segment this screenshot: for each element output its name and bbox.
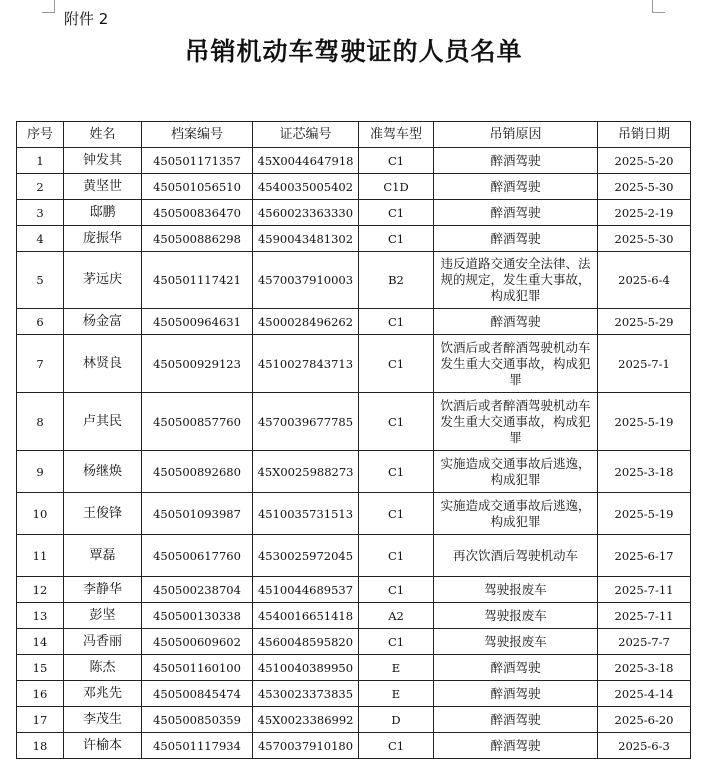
table-row <box>17 148 691 174</box>
person-name: 邸鹏 <box>64 200 142 226</box>
license-class: C1 <box>359 733 434 759</box>
table-row <box>17 335 691 393</box>
person-name: 杨金富 <box>64 309 142 335</box>
row-number: 13 <box>17 603 64 629</box>
column-header: 档案编号 <box>142 122 253 148</box>
table-row <box>17 226 691 252</box>
table-row <box>17 174 691 200</box>
chip-number: 4510044689537 <box>253 577 359 603</box>
row-number: 1 <box>17 148 64 174</box>
table-row <box>17 629 691 655</box>
table-row <box>17 252 691 309</box>
revocation-reason: 醉酒驾驶 <box>434 148 598 174</box>
chip-number: 4590043481302 <box>253 226 359 252</box>
revocation-reason: 再次饮酒后驾驶机动车 <box>434 535 598 577</box>
attachment-label: 附件 2 <box>64 10 109 28</box>
table-row <box>17 535 691 577</box>
row-number: 8 <box>17 393 64 451</box>
license-class: C1 <box>359 451 434 493</box>
column-header: 吊销原因 <box>434 122 598 148</box>
table-row <box>17 603 691 629</box>
chip-number: 4510040389950 <box>253 655 359 681</box>
table-row <box>17 577 691 603</box>
file-number: 450500929123 <box>142 335 253 393</box>
revocation-date: 2025-6-20 <box>598 707 691 733</box>
revocation-date: 2025-5-29 <box>598 309 691 335</box>
chip-number: 4510027843713 <box>253 335 359 393</box>
revocation-date: 2025-6-4 <box>598 252 691 309</box>
table-row <box>17 393 691 451</box>
license-class: A2 <box>359 603 434 629</box>
chip-number: 4530025972045 <box>253 535 359 577</box>
revocation-reason: 醉酒驾驶 <box>434 200 598 226</box>
revocation-reason: 醉酒驾驶 <box>434 174 598 200</box>
file-number: 450500609602 <box>142 629 253 655</box>
file-number: 450500850359 <box>142 707 253 733</box>
row-number: 14 <box>17 629 64 655</box>
row-number: 5 <box>17 252 64 309</box>
person-name: 冯香丽 <box>64 629 142 655</box>
revocation-reason: 醉酒驾驶 <box>434 733 598 759</box>
revocation-date: 2025-5-19 <box>598 393 691 451</box>
chip-number: 4530023373835 <box>253 681 359 707</box>
revocation-reason: 驾驶报废车 <box>434 629 598 655</box>
license-class: B2 <box>359 252 434 309</box>
chip-number: 4560048595820 <box>253 629 359 655</box>
revocation-date: 2025-7-1 <box>598 335 691 393</box>
row-number: 12 <box>17 577 64 603</box>
file-number: 450500238704 <box>142 577 253 603</box>
person-name: 王俊锋 <box>64 493 142 535</box>
revocation-reason: 饮酒后或者醉酒驾驶机动车发生重大交通事故，构成犯罪 <box>434 393 598 451</box>
row-number: 2 <box>17 174 64 200</box>
license-class: E <box>359 681 434 707</box>
person-name: 卢其民 <box>64 393 142 451</box>
license-class: C1 <box>359 200 434 226</box>
row-number: 11 <box>17 535 64 577</box>
chip-number: 45X0025988273 <box>253 451 359 493</box>
license-class: E <box>359 655 434 681</box>
revocation-date: 2025-7-11 <box>598 577 691 603</box>
license-class: C1 <box>359 493 434 535</box>
file-number: 450500845474 <box>142 681 253 707</box>
person-name: 覃磊 <box>64 535 142 577</box>
person-name: 陈杰 <box>64 655 142 681</box>
license-class: D <box>359 707 434 733</box>
table-row <box>17 655 691 681</box>
row-number: 10 <box>17 493 64 535</box>
revocation-reason: 醉酒驾驶 <box>434 226 598 252</box>
revocation-reason: 驾驶报废车 <box>434 603 598 629</box>
row-number: 3 <box>17 200 64 226</box>
chip-number: 4500028496262 <box>253 309 359 335</box>
chip-number: 45X0023386992 <box>253 707 359 733</box>
table-header-row <box>17 122 691 148</box>
file-number: 450501093987 <box>142 493 253 535</box>
chip-number: 4540016651418 <box>253 603 359 629</box>
person-name: 杨继焕 <box>64 451 142 493</box>
chip-number: 4570037910180 <box>253 733 359 759</box>
revocation-date: 2025-5-20 <box>598 148 691 174</box>
license-class: C1 <box>359 577 434 603</box>
person-name: 邓兆先 <box>64 681 142 707</box>
chip-number: 45X0044647918 <box>253 148 359 174</box>
column-header: 证芯编号 <box>253 122 359 148</box>
person-name: 李茂生 <box>64 707 142 733</box>
license-class: C1 <box>359 535 434 577</box>
file-number: 450500886298 <box>142 226 253 252</box>
revocation-date: 2025-5-30 <box>598 174 691 200</box>
file-number: 450500964631 <box>142 309 253 335</box>
license-class: C1D <box>359 174 434 200</box>
person-name: 许榆本 <box>64 733 142 759</box>
file-number: 450500130338 <box>142 603 253 629</box>
row-number: 17 <box>17 707 64 733</box>
row-number: 9 <box>17 451 64 493</box>
revocation-reason: 醉酒驾驶 <box>434 309 598 335</box>
table-row <box>17 681 691 707</box>
file-number: 450500857760 <box>142 393 253 451</box>
revocation-date: 2025-2-19 <box>598 200 691 226</box>
revocation-reason: 实施造成交通事故后逃逸，构成犯罪 <box>434 493 598 535</box>
revocation-date: 2025-6-17 <box>598 535 691 577</box>
chip-number: 4560023363330 <box>253 200 359 226</box>
license-class: C1 <box>359 148 434 174</box>
column-header: 序号 <box>17 122 64 148</box>
file-number: 450500617760 <box>142 535 253 577</box>
revocation-date: 2025-7-11 <box>598 603 691 629</box>
person-name: 茅远庆 <box>64 252 142 309</box>
table-row <box>17 200 691 226</box>
table-row <box>17 309 691 335</box>
row-number: 16 <box>17 681 64 707</box>
table-row <box>17 493 691 535</box>
revocation-date: 2025-3-18 <box>598 451 691 493</box>
person-name: 庞振华 <box>64 226 142 252</box>
table-row <box>17 451 691 493</box>
page-title: 吊销机动车驾驶证的人员名单 <box>184 37 523 66</box>
column-header: 姓名 <box>64 122 142 148</box>
file-number: 450501056510 <box>142 174 253 200</box>
chip-number: 4570039677785 <box>253 393 359 451</box>
person-name: 林贤良 <box>64 335 142 393</box>
file-number: 450501160100 <box>142 655 253 681</box>
chip-number: 4510035731513 <box>253 493 359 535</box>
revocation-reason: 驾驶报废车 <box>434 577 598 603</box>
file-number: 450501117934 <box>142 733 253 759</box>
row-number: 7 <box>17 335 64 393</box>
revocation-reason: 醉酒驾驶 <box>434 655 598 681</box>
file-number: 450501117421 <box>142 252 253 309</box>
table-row <box>17 733 691 759</box>
table-row <box>17 707 691 733</box>
row-number: 15 <box>17 655 64 681</box>
license-class: C1 <box>359 335 434 393</box>
license-class: C1 <box>359 393 434 451</box>
person-name: 李静华 <box>64 577 142 603</box>
revocation-reason: 实施造成交通事故后逃逸，构成犯罪 <box>434 451 598 493</box>
revocation-date: 2025-4-14 <box>598 681 691 707</box>
revoked-license-table <box>16 121 691 759</box>
revocation-reason: 违反道路交通安全法律、法规的规定，发生重大事故，构成犯罪 <box>434 252 598 309</box>
revocation-reason: 饮酒后或者醉酒驾驶机动车发生重大交通事故，构成犯罪 <box>434 335 598 393</box>
revocation-date: 2025-7-7 <box>598 629 691 655</box>
row-number: 4 <box>17 226 64 252</box>
license-class: C1 <box>359 629 434 655</box>
file-number: 450500836470 <box>142 200 253 226</box>
column-header: 准驾车型 <box>359 122 434 148</box>
file-number: 450501171357 <box>142 148 253 174</box>
person-name: 彭坚 <box>64 603 142 629</box>
row-number: 6 <box>17 309 64 335</box>
chip-number: 4540035005402 <box>253 174 359 200</box>
revocation-date: 2025-5-30 <box>598 226 691 252</box>
revocation-reason: 醉酒驾驶 <box>434 707 598 733</box>
revocation-date: 2025-6-3 <box>598 733 691 759</box>
crop-mark-right <box>652 0 665 13</box>
person-name: 黄坚世 <box>64 174 142 200</box>
license-class: C1 <box>359 309 434 335</box>
person-name: 钟发其 <box>64 148 142 174</box>
chip-number: 4570037910003 <box>253 252 359 309</box>
crop-mark-left <box>42 0 55 13</box>
file-number: 450500892680 <box>142 451 253 493</box>
license-class: C1 <box>359 226 434 252</box>
revocation-date: 2025-5-19 <box>598 493 691 535</box>
column-header: 吊销日期 <box>598 122 691 148</box>
revocation-reason: 醉酒驾驶 <box>434 681 598 707</box>
revocation-date: 2025-3-18 <box>598 655 691 681</box>
row-number: 18 <box>17 733 64 759</box>
